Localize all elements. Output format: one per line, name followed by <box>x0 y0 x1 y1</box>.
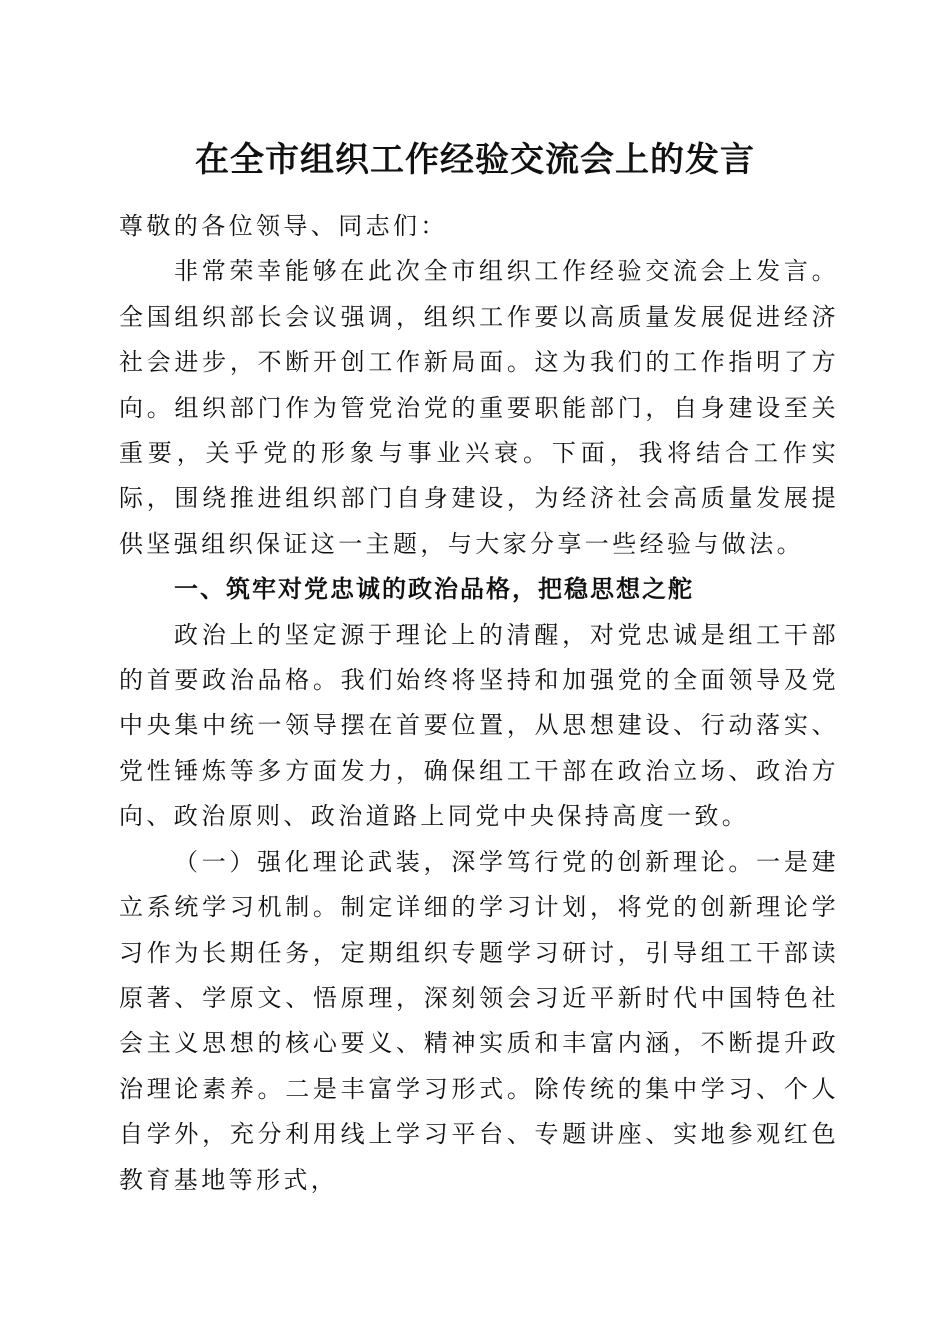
section-paragraph: 政治上的坚定源于理论上的清醒，对党忠诚是组工干部的首要政治品格。我们始终将坚持和加强党的全面领导及党中央集中统一领导摆在首要位置，从思想建设、行动落实、党性锤炼等多方面发力，确保组工干部在政治立场、政治方向、政治原则、政治道路上同党中央保持高度一致。 <box>119 620 839 831</box>
document-title: 在全市组织工作经验交流会上的发言 <box>195 140 755 180</box>
subsection-paragraph: （一）强化理论武装，深学笃行党的创新理论。一是建立系统学习机制。制定详细的学习计划，将党的创新理论学习作为长期任务，定期组织专题学习研讨，引导组工干部读原著、学原文、悟原理，深刻领会习近平新时代中国特色社会主义思想的核心要义、精神实质和丰富内涵，不断提升政治理论素养。二是丰富学习形式。除传统的集中学习、个人自学外，充分利用线上学习平台、专题讲座、实地参观红色教育基地等形式， <box>119 847 839 1194</box>
intro-paragraph: 非常荣幸能够在此次全市组织工作经验交流会上发言。全国组织部长会议强调，组织工作要以高质量发展促进经济社会进步，不断开创工作新局面。这为我们的工作指明了方向。组织部门作为管党治党的重要职能部门，自身建设至关重要，关乎党的形象与事业兴衰。下面，我将结合工作实际，围绕推进组织部门自身建设，为经济社会高质量发展提供坚强组织保证这一主题，与大家分享一些经验与做法。 <box>119 257 839 558</box>
section-heading: 一、筑牢对党忠诚的政治品格，把稳思想之舵 <box>174 575 694 604</box>
document-body <box>119 204 839 1203</box>
salutation: 尊敬的各位领导、同志们： <box>119 212 448 240</box>
